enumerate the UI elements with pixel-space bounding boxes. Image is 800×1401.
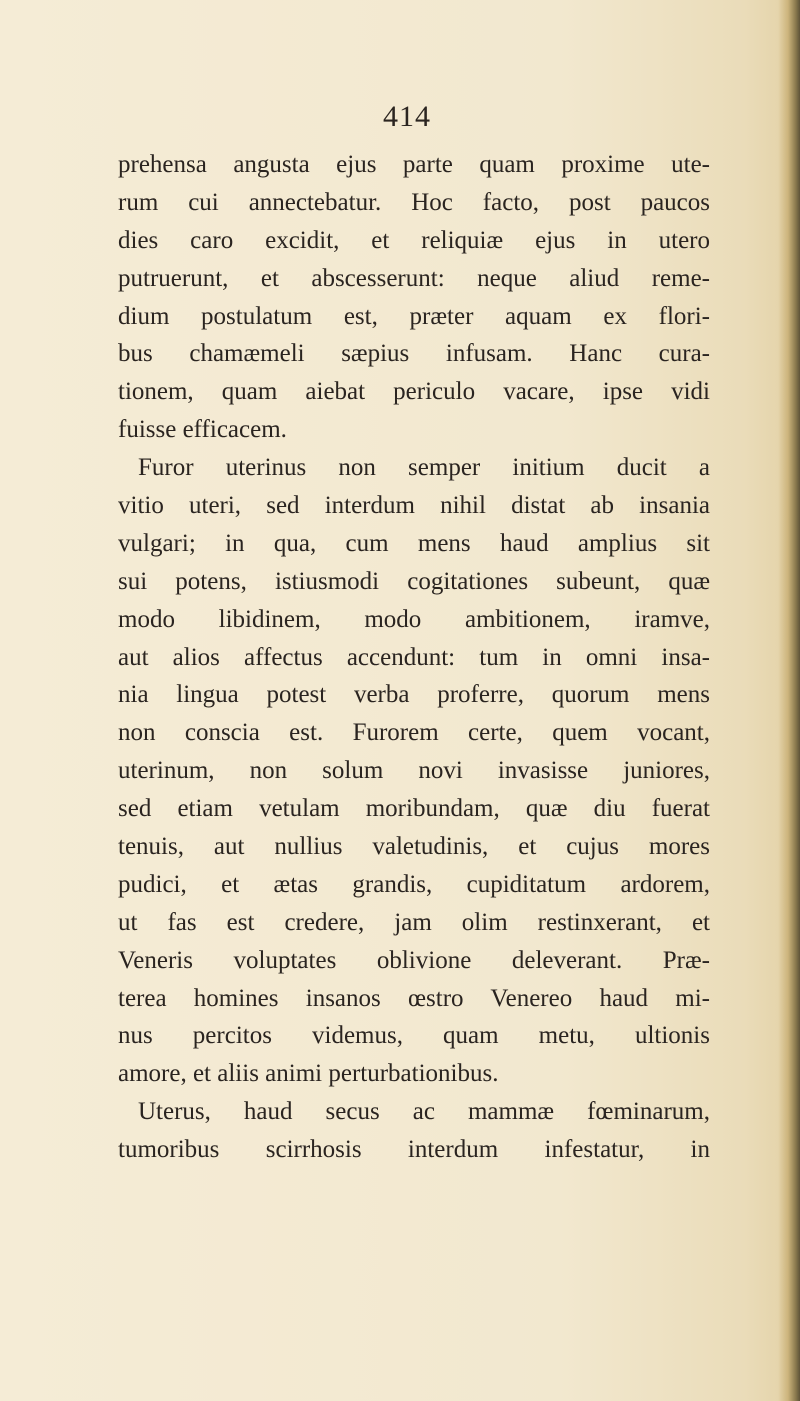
text-line: sed etiam vetulam moribundam, quæ diu fuerat [118,795,710,823]
text-line: rum cui annectebatur. Hoc facto, post paucos [118,188,710,216]
text-line: non conscia est. Furorem certe, quem vocant, [118,719,710,747]
body-text [118,146,710,1169]
text-line: ut fas est credere, jam olim restinxerant, et [118,908,710,936]
text-line: terea homines insanos œstro Venereo haud mi- [118,984,710,1012]
text-line: modo libidinem, modo ambitionem, iramve, [118,605,710,633]
text-line: prehensa angusta ejus parte quam proxime ute- [118,151,710,178]
text-line: pudici, et ætas grandis, cupiditatum ardorem, [118,870,710,898]
text-line: vitio uteri, sed interdum nihil distat ab insania [118,492,710,520]
text-line: Furor uterinus non semper initium ducit a [138,454,710,482]
text-line: putruerunt, et abscesserunt: neque aliud reme- [118,264,710,292]
text-line: sui potens, istiusmodi cogitationes subeunt, quæ [118,567,710,595]
text-line: amore, et aliis animi perturbationibus. [118,1060,499,1088]
text-line: fuisse efficacem. [118,416,287,444]
text-line: Uterus, haud secus ac mammæ fœminarum, [138,1098,710,1126]
text-line: nia lingua potest verba proferre, quorum mens [118,681,710,709]
text-line: tenuis, aut nullius valetudinis, et cujus mores [118,833,710,861]
page-number: 414 [383,100,431,133]
text-line: Veneris voluptates oblivione deleverant. Præ- [118,946,710,974]
text-line: vulgari; in qua, cum mens haud amplius sit [118,529,710,557]
text-line: dies caro excidit, et reliquiæ ejus in utero [118,226,710,254]
text-line: uterinum, non solum novi invasisse juniores, [118,757,710,785]
text-line: tumoribus scirrhosis interdum infestatur, in [118,1136,710,1164]
text-line: tionem, quam aiebat periculo vacare, ipse vidi [118,378,710,406]
text-line: dium postulatum est, præter aquam ex flori- [118,302,710,330]
text-line: aut alios affectus accendunt: tum in omni insa- [118,643,710,671]
page-edge-shadow [778,0,800,1401]
text-line: bus chamæmeli sæpius infusam. Hanc cura- [118,340,710,368]
text-line: nus percitos videmus, quam metu, ultionis [118,1022,710,1050]
